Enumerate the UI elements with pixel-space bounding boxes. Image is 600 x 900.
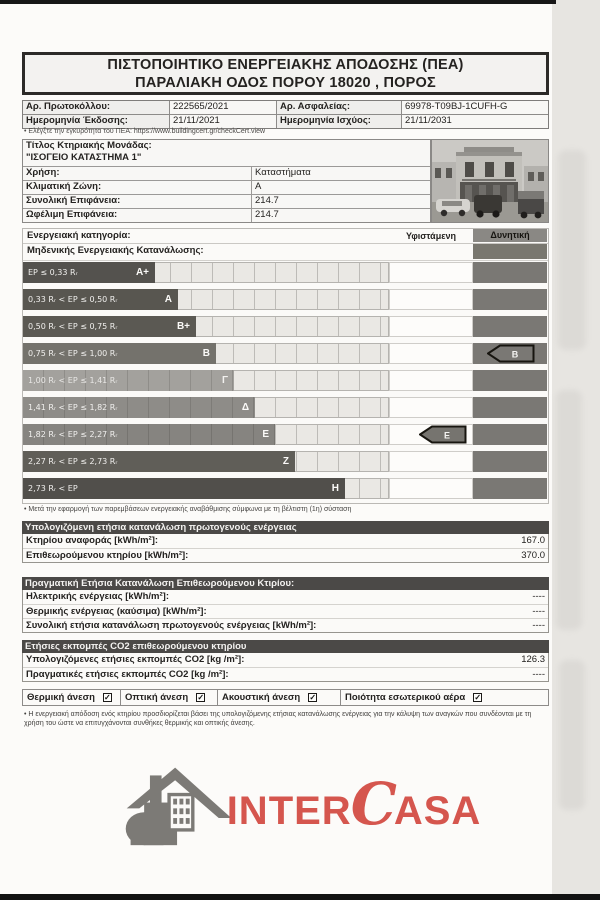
rating-range: 1,82 Rᵣ < EP ≤ 2,27 Rᵣ [28, 430, 118, 439]
total-energy-row [23, 618, 548, 632]
rating-bar [23, 343, 216, 364]
existing-cell [389, 451, 473, 472]
verify-url-note: • Ελέγξτε την εγκυρότητα του ΠΕΑ: https://www.buildingcert.gr/checkCert.view [24, 128, 266, 135]
thermal-comfort-label: Θερμική άνεση [27, 692, 95, 703]
checkbox-checked-icon: ✓ [197, 693, 205, 702]
certificate-address: ΠΑΡΑΛΙΑΚΗ ΟΔΟΣ ΠΟΡΟΥ 18020 , ΠΟΡΟΣ [135, 74, 436, 91]
rating-range: 2,27 Rᵣ < EP ≤ 2,73 Rᵣ [28, 457, 118, 466]
electric-energy-value: ---- [532, 591, 545, 602]
rating-bar [23, 370, 234, 391]
issue-date-value: 21/11/2021 [170, 115, 276, 128]
inspected-building-label: Επιθεωρούμενου κτηρίου [kWh/m²]: [26, 550, 189, 561]
security-number-label: Αρ. Ασφαλείας: [277, 101, 401, 114]
divider-line [23, 260, 548, 261]
air-quality-label: Ποιότητα εσωτερικού αέρα [345, 692, 466, 703]
acoustic-comfort-cell [218, 690, 341, 705]
rating-row-delta [23, 397, 548, 418]
potential-cell [473, 316, 547, 337]
electric-energy-row [23, 590, 548, 604]
total-energy-value: ---- [532, 620, 545, 631]
issue-date-label: Ημερομηνία Έκδοσης: [23, 115, 169, 128]
co2-actual-row [23, 667, 548, 681]
rating-row-h [23, 478, 548, 499]
rating-range: 0,75 Rᵣ < EP ≤ 1,00 Rᵣ [28, 349, 118, 358]
protocol-number-value: 222565/2021 [170, 101, 276, 114]
existing-rating-letter: E [443, 430, 451, 441]
rating-bar [23, 478, 345, 499]
potential-cell [473, 397, 547, 418]
co2-calculated-label: Υπολογιζόμενες ετήσιες εκπομπές CO2 [kg /m²]: [26, 654, 245, 665]
reference-building-label: Κτηρίου αναφοράς [kWh/m²]: [26, 535, 159, 546]
thermal-energy-label: Θερμικής ενέργειας (καύσιμα) [kWh/m²]: [26, 606, 207, 617]
rating-letter: H [331, 483, 339, 494]
potential-rating-letter: B [511, 349, 519, 360]
certificate-title-box [22, 52, 549, 95]
rating-letter: B [202, 348, 210, 359]
energy-category-label: Ενεργειακή κατηγορία: [27, 230, 131, 241]
comfort-row [22, 689, 549, 706]
existing-cell [389, 397, 473, 418]
scan-bleedthrough [558, 150, 586, 350]
acoustic-comfort-label: Ακουστική άνεση [222, 692, 301, 703]
thermal-energy-value: ---- [532, 606, 545, 617]
visual-comfort-cell [121, 690, 218, 705]
validity-date-value: 21/11/2031 [402, 115, 548, 128]
useful-area-value: 214.7 [252, 209, 430, 222]
zero-energy-label: Μηδενικής Ενεργειακής Κατανάλωσης: [27, 245, 204, 256]
useful-area-label: Ωφέλιμη Επιφάνεια: [23, 209, 251, 222]
scan-bleedthrough [556, 390, 582, 630]
rating-bar [23, 397, 255, 418]
building-photo [431, 139, 549, 223]
scan-edge-bottom [0, 894, 600, 900]
rating-letter: A [164, 294, 172, 305]
protocol-number-label: Αρ. Πρωτοκόλλου: [23, 101, 169, 114]
rating-row-b-plus [23, 316, 548, 337]
rating-bar [23, 289, 178, 310]
divider-line [23, 243, 548, 244]
rating-row-gamma [23, 370, 548, 391]
co2-emissions-body [22, 653, 549, 682]
checkbox-checked-icon: ✓ [104, 693, 111, 702]
unit-title-cell [23, 140, 430, 166]
rating-letter: Δ [241, 402, 249, 413]
actual-consumption-section [22, 577, 549, 633]
rating-range: 0,50 Rᵣ < EP ≤ 0,75 Rᵣ [28, 322, 118, 331]
energy-category-section [22, 228, 549, 504]
unit-title-value: "ΙΣΟΓΕΙΟ ΚΑΤΑΣΤΗΜΑ 1" [26, 152, 142, 163]
existing-cell [389, 316, 473, 337]
existing-rating-marker [419, 425, 467, 444]
use-value: Καταστήματα [252, 167, 430, 180]
rating-range: 0,33 Rᵣ < EP ≤ 0,50 Rᵣ [28, 295, 118, 304]
existing-cell [389, 478, 473, 499]
rating-row-a-plus [23, 262, 548, 283]
unit-title-label: Τίτλος Κτηριακής Μονάδας: [26, 140, 152, 151]
rating-range: 1,00 Rᵣ < EP ≤ 1,41 Rᵣ [28, 376, 118, 385]
rating-letter: E [262, 429, 269, 440]
rating-letter: Γ [221, 375, 228, 386]
climate-zone-label: Κλιματική Ζώνη: [23, 181, 251, 194]
thermal-energy-row [23, 604, 548, 618]
reference-building-value: 167.0 [521, 535, 545, 546]
use-label: Χρήση: [23, 167, 251, 180]
existing-cell [389, 370, 473, 391]
scan-edge-top [0, 0, 556, 4]
rating-letter: A+ [135, 267, 149, 278]
co2-calculated-value: 126.3 [521, 654, 545, 665]
potential-column-header: Δυνητική [473, 229, 547, 242]
rating-range: 1,41 Rᵣ < EP ≤ 1,82 Rᵣ [28, 403, 118, 412]
potential-cell [473, 289, 547, 310]
existing-cell [389, 343, 473, 364]
intercasa-logo [0, 758, 600, 850]
inspected-building-row [23, 548, 548, 562]
electric-energy-label: Ηλεκτρικής ενέργειας [kWh/m²]: [26, 591, 169, 602]
total-area-value: 214.7 [252, 195, 430, 208]
rating-row-z [23, 451, 548, 472]
rating-letter: Z [282, 456, 289, 467]
potential-cell [473, 262, 547, 283]
total-energy-label: Συνολική ετήσια κατανάλωση πρωτογενούς ενέργειας [kWh/m²]: [26, 620, 317, 631]
existing-cell [389, 289, 473, 310]
co2-calculated-row [23, 653, 548, 667]
checkbox-checked-icon: ✓ [309, 693, 317, 702]
actual-consumption-header: Πραγματική Ετήσια Κατανάλωση Επιθεωρούμενου Κτιρίου: [22, 577, 549, 590]
thermal-comfort-cell [23, 690, 121, 705]
scale-footnote: • Μετά την εφαρμογή των παρεμβάσεων ενεργειακής αναβάθμισης σύμφωνα με τη βέλτιστη (1η) σύσταση [24, 506, 352, 513]
rating-bar [23, 424, 275, 445]
potential-cell [473, 424, 547, 445]
scan-bleedthrough [559, 660, 585, 810]
validity-date-label: Ημερομηνία Ισχύος: [277, 115, 401, 128]
rating-range: 2,73 Rᵣ < EP [28, 484, 78, 493]
existing-column-header: Υφιστάμενη [405, 231, 456, 241]
potential-cell [473, 451, 547, 472]
building-photo-illustration [432, 140, 548, 222]
logo-text-inter: INTER [226, 789, 352, 833]
potential-rating-marker [487, 344, 535, 363]
climate-zone-value: A [252, 181, 430, 194]
certificate-title: ΠΙΣΤΟΠΟΙΗΤΙΚΟ ΕΝΕΡΓΕΙΑΚΗΣ ΑΠΟΔΟΣΗΣ (ΠΕΑ) [107, 56, 464, 73]
checkbox-checked-icon: ✓ [474, 693, 482, 702]
inspected-building-value: 370.0 [521, 550, 545, 561]
potential-cell [473, 478, 547, 499]
rating-range: EP ≤ 0,33 Rᵣ [28, 268, 78, 277]
logo-wordmark [227, 770, 482, 838]
co2-actual-value: ---- [532, 669, 545, 680]
calculated-consumption-header: Υπολογιζόμενη ετήσια κατανάλωση πρωτογενούς ενέργειας [22, 521, 549, 534]
total-area-label: Συνολική Επιφάνεια: [23, 195, 251, 208]
rating-bar [23, 316, 196, 337]
protocol-table [22, 100, 549, 129]
rating-row-b [23, 343, 548, 364]
reference-building-row [23, 534, 548, 548]
zero-energy-potential-cell [473, 244, 547, 259]
actual-consumption-body [22, 590, 549, 633]
co2-emissions-header: Ετήσιες εκπομπές CO2 επιθεωρούμενου κτηρίου [22, 640, 549, 653]
existing-cell [389, 262, 473, 283]
security-number-value: 69978-T09BJ-1CUFH-G [402, 101, 548, 114]
calculated-consumption-section [22, 521, 549, 563]
house-icon [119, 758, 239, 850]
co2-emissions-section [22, 640, 549, 682]
certificate-footnote: • Η ενεργειακή απόδοση ενός κτηρίου προσδιορίζεται βάσει της υπολογιζόμενης ετήσιας κατανάλωσης ενέργειας για την κάλυψη των αναγκών που συνδέονται με τη χρήση του ώστε να επιτυγχάνονται συνθήκες θερμικής και οπτικής άνεσης. [24, 711, 532, 727]
rating-letter: B+ [176, 321, 190, 332]
air-quality-cell [341, 690, 548, 705]
co2-actual-label: Πραγματικές ετήσιες εκπομπές CO2 [kg /m²]: [26, 669, 229, 680]
logo-text-c: C [350, 770, 397, 838]
rating-bar [23, 451, 295, 472]
building-info-table [22, 139, 431, 223]
potential-cell [473, 370, 547, 391]
rating-row-a [23, 289, 548, 310]
calculated-consumption-body [22, 534, 549, 563]
logo-text-asa: ASA [393, 789, 482, 833]
rating-row-e [23, 424, 548, 445]
visual-comfort-label: Οπτική άνεση [125, 692, 189, 703]
rating-bar [23, 262, 155, 283]
